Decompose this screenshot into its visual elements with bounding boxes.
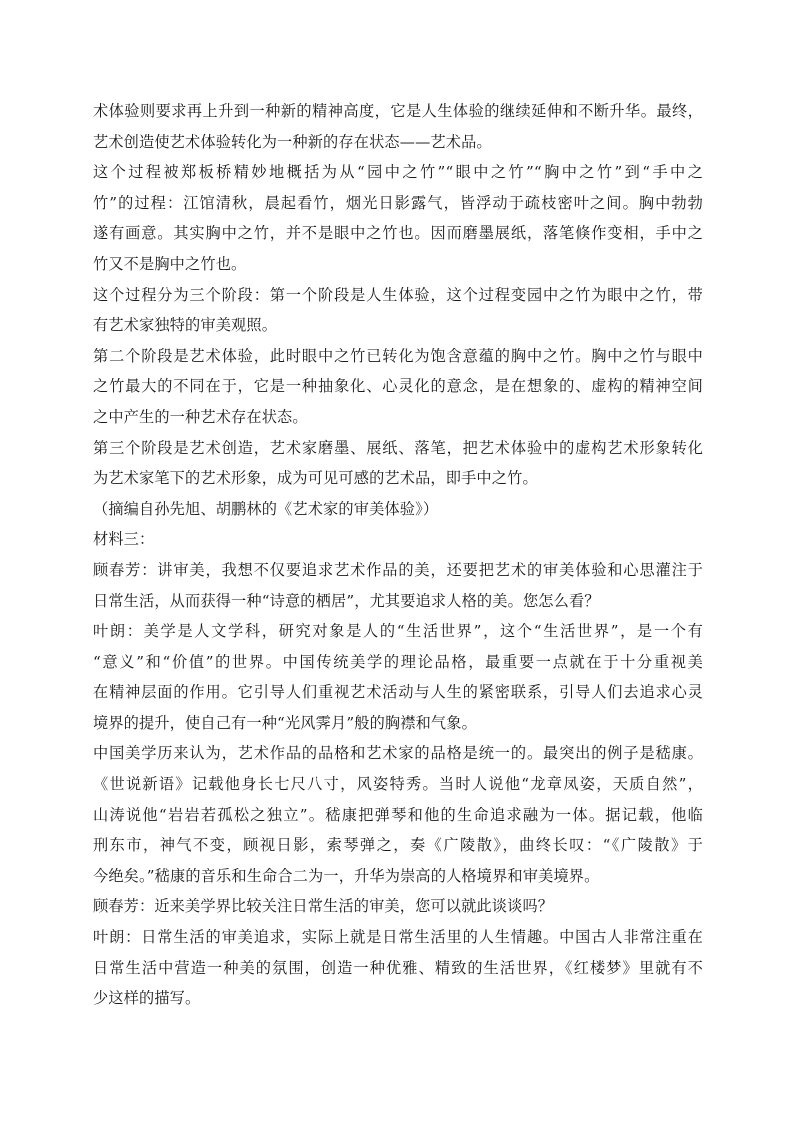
text-line: 中国美学历来认为，艺术作品的品格和艺术家的品格是统一的。最突出的例子是嵇康。	[93, 744, 703, 763]
text-line: 顾春芳：讲审美，我想不仅要追求艺术作品的美，还要把艺术的审美体验和心思灌注于	[93, 560, 703, 579]
dialogue-ye-lang-1	[93, 616, 703, 738]
paragraph-ji-kang	[93, 738, 703, 891]
text-line: “意义”和“价值”的世界。中国传统美学的理论品格，最重要一点就在于十分重视美	[93, 652, 703, 671]
text-line: 这个过程分为三个阶段：第一个阶段是人生体验，这个过程变园中之竹为眼中之竹，带	[93, 285, 703, 304]
text-line: 之竹最大的不同在于，它是一种抽象化、心灵化的意念，是在想象的、虚构的精神空间	[93, 377, 703, 396]
dialogue-gu-chunfang-1	[93, 555, 703, 616]
source-citation	[93, 494, 703, 525]
paragraph-stage-one	[93, 280, 703, 341]
text-line: 之中产生的一种艺术存在状态。	[93, 407, 308, 426]
dialogue-ye-lang-2	[93, 922, 703, 1014]
text-line: 这个过程被郑板桥精妙地概括为从“园中之竹”“眼中之竹”“胸中之竹”到“手中之	[93, 163, 703, 182]
dialogue-gu-chunfang-2	[93, 891, 703, 922]
text-line: 第三个阶段是艺术创造，艺术家磨墨、展纸、落笔，把艺术体验中的虚构艺术形象转化	[93, 438, 703, 457]
text-line: 竹”的过程：江馆清秋，晨起看竹，烟光日影露气，皆浮动于疏枝密叶之间。胸中勃勃	[93, 193, 703, 212]
text-line: 第二个阶段是艺术体验，此时眼中之竹已转化为饱含意蕴的胸中之竹。胸中之竹与眼中	[93, 346, 703, 365]
section-heading-material-three	[93, 524, 703, 555]
text-line: 日常生活中营造一种美的氛围，创造一种优雅、精致的生活世界，《红楼梦》里就有不	[93, 958, 703, 977]
text-line: 术体验则要求再上升到一种新的精神高度，它是人生体验的继续延伸和不断升华。最终，	[93, 102, 703, 120]
text-line: 今绝矣。”嵇康的音乐和生命合二为一，升华为崇高的人格境界和审美境界。	[93, 866, 600, 885]
text-line: 材料三：	[93, 530, 155, 549]
text-line: 《世说新语》记载他身长七尺八寸，风姿特秀。当时人说他“龙章凤姿，天质自然”，	[93, 775, 703, 794]
text-line: 日常生活，从而获得一种“诗意的栖居”，尤其要追求人格的美。您怎么看？	[93, 591, 600, 610]
paragraph-art-creation-end	[93, 96, 703, 157]
text-line: 为艺术家笔下的艺术形象，成为可见可感的艺术品，即手中之竹。	[93, 469, 538, 488]
text-line: 叶朗：日常生活的审美追求，实际上就是日常生活里的人生情趣。中国古人非常注重在	[93, 928, 703, 947]
text-line: 顾春芳：近来美学界比较关注日常生活的审美，您可以就此谈谈吗？	[93, 897, 554, 916]
paragraph-zheng-banqiao	[93, 157, 703, 279]
text-line: 艺术创造使艺术体验转化为一种新的存在状态——艺术品。	[93, 132, 492, 151]
text-line: 遂有画意。其实胸中之竹，并不是眼中之竹也。因而磨墨展纸，落笔倏作变相，手中之	[93, 224, 703, 243]
document-body	[93, 96, 703, 1014]
text-line: 有艺术家独特的审美观照。	[93, 316, 278, 335]
text-line: 叶朗：美学是人文学科，研究对象是人的“生活世界”，这个“生活世界”，是一个有	[93, 622, 703, 641]
text-line: 山涛说他“岩岩若孤松之独立”。嵇康把弹琴和他的生命追求融为一体。据记载，他临	[93, 805, 703, 824]
text-line: 境界的提升，使自己有一种“光风霁月”般的胸襟和气象。	[93, 713, 477, 732]
text-line: （摘编自孙先旭、胡鹏林的《艺术家的审美体验》）	[93, 499, 439, 518]
text-line: 在精神层面的作用。它引导人们重视艺术活动与人生的紧密联系，引导人们去追求心灵	[93, 683, 703, 702]
text-line: 竹又不是胸中之竹也。	[93, 254, 247, 273]
text-line: 少这样的描写。	[93, 989, 201, 1008]
paragraph-stage-three	[93, 433, 703, 494]
paragraph-stage-two	[93, 341, 703, 433]
text-line: 刑东市，神气不变，顾视日影，索琴弹之，奏《广陵散》，曲终长叹：“《广陵散》于	[93, 836, 703, 855]
